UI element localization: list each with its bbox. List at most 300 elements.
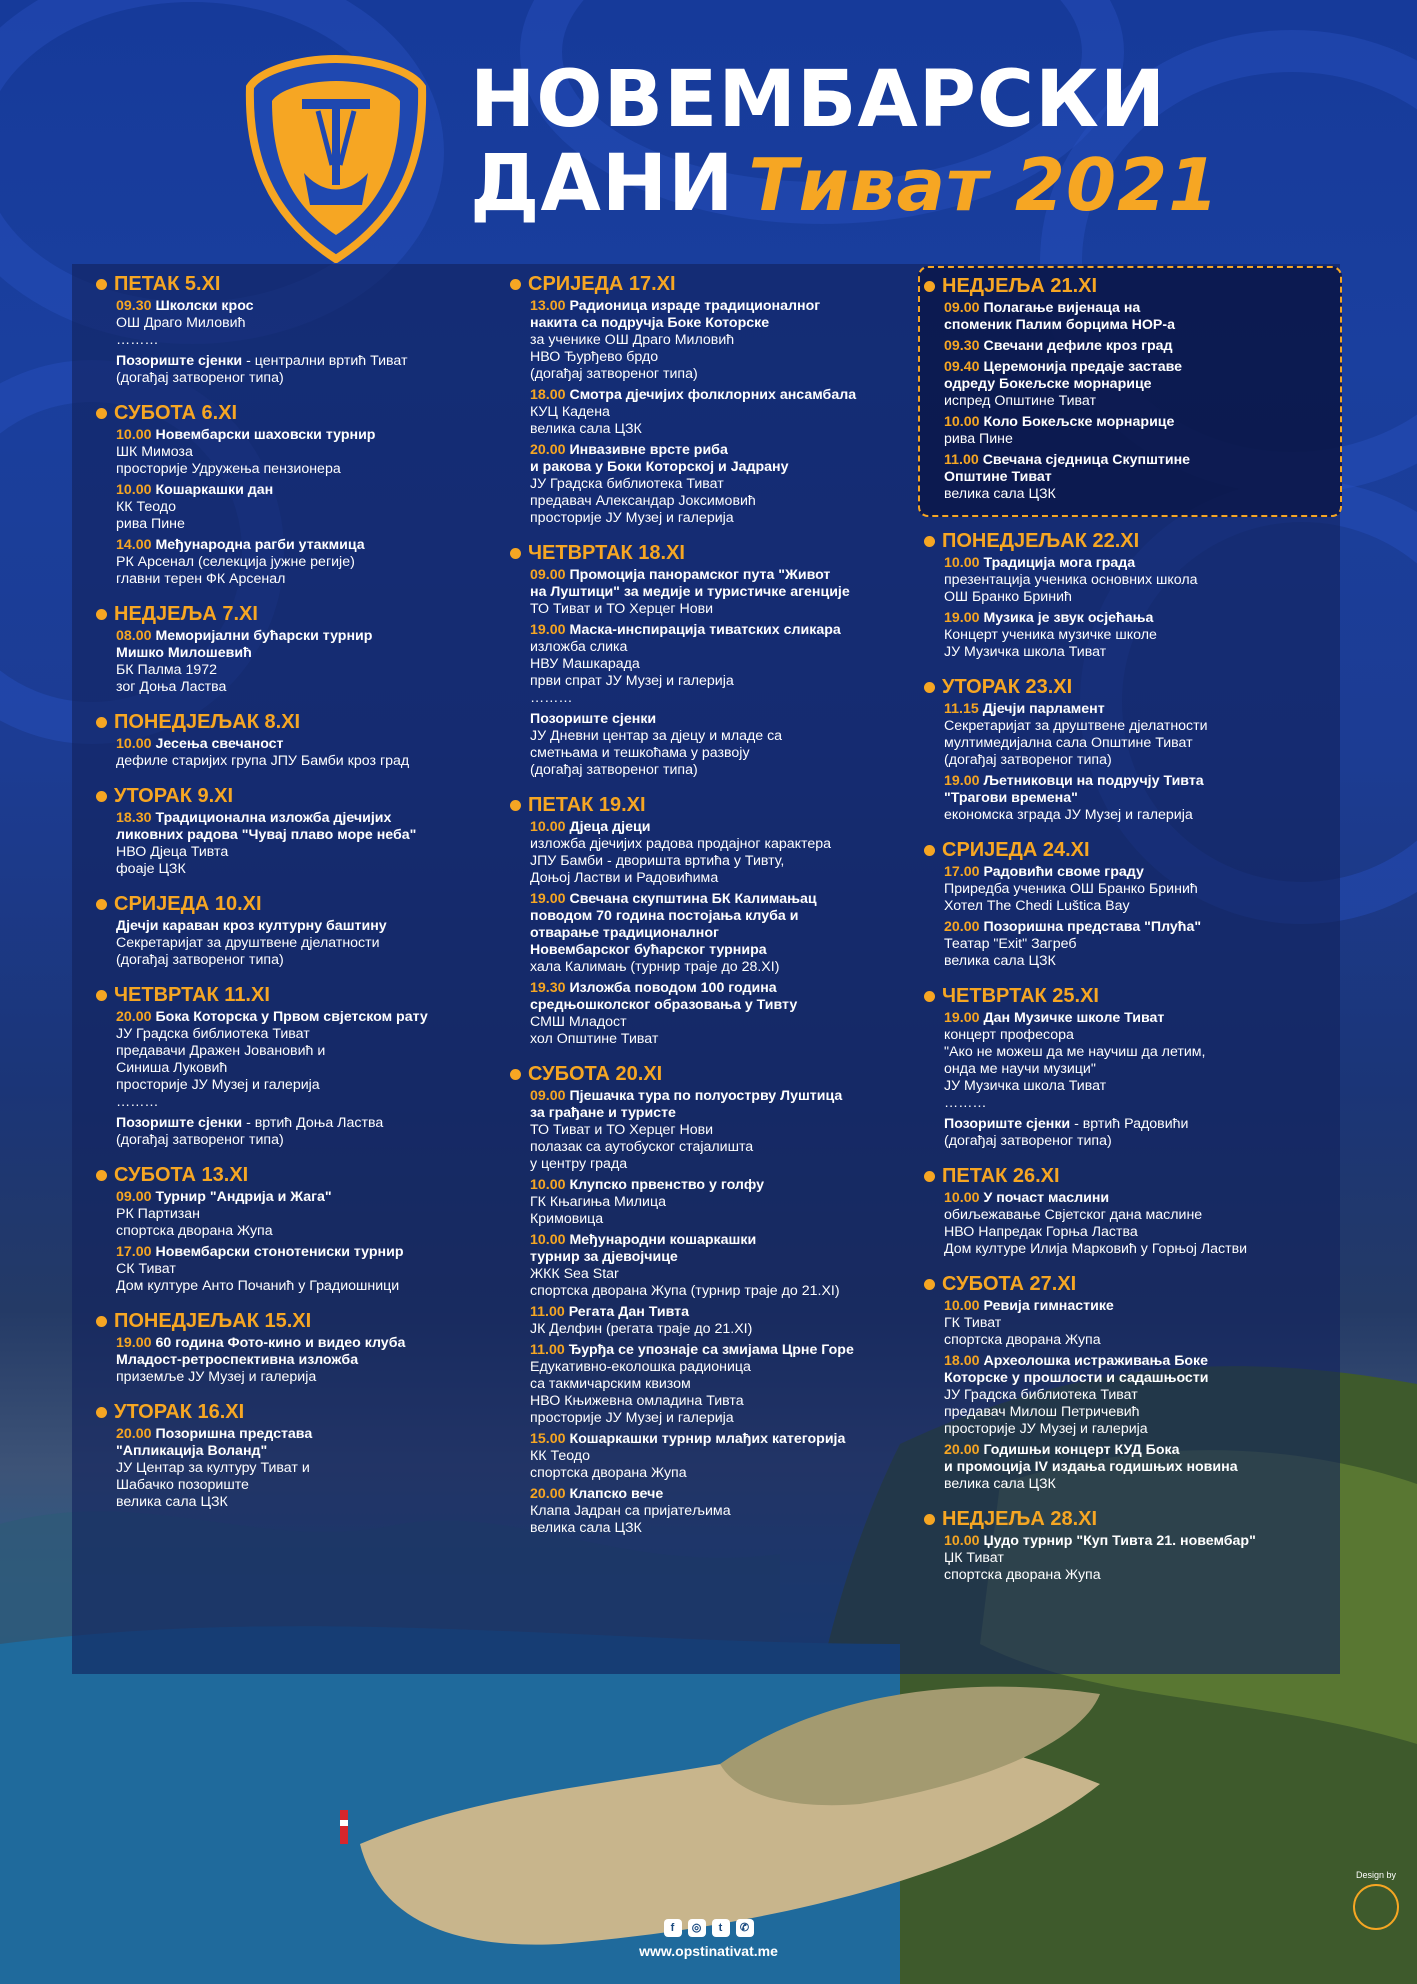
bullet-dot-icon [96, 279, 107, 290]
event-detail: (догађај затвореног типа) [944, 1133, 1112, 1149]
event-detail: ШК Мимоза [116, 444, 193, 460]
event-detail: сметњама и тешкоћама у развоју [530, 745, 750, 761]
event-detail: Концерт ученика музичке школе [944, 627, 1157, 643]
day-heading [96, 401, 506, 425]
day-heading [96, 892, 506, 916]
event-title-line [530, 567, 920, 584]
event-item [510, 980, 920, 1048]
event-title: Јесења свечаност [155, 736, 284, 752]
event-item [510, 891, 920, 976]
event-detail: изложба слика [530, 639, 628, 655]
event-title-cont: Которске у прошлости и садашњости [944, 1370, 1209, 1386]
day-block [96, 710, 506, 770]
event-detail: ЖКК Sea Star [530, 1266, 619, 1282]
event-title-line [530, 1304, 920, 1321]
event-title-line [944, 414, 1334, 431]
bullet-dot-icon [924, 281, 935, 292]
event-detail: ЏК Тиват [944, 1550, 1004, 1566]
event-detail: Шабачко позориште [116, 1477, 249, 1493]
event-title: Радовићи своме граду [983, 864, 1144, 880]
event-detail: Секретаријат за друштвене дјелатности [116, 935, 380, 951]
event-item [924, 452, 1334, 503]
design-credit [1346, 1870, 1406, 1930]
event-item [510, 1431, 920, 1482]
day-block [924, 1272, 1334, 1493]
event-title-cont: Младост-ретроспективна изложба [116, 1352, 359, 1368]
event-title: Дан Музичке школе Тиват [983, 1010, 1165, 1026]
event-time: 20.00 [116, 1009, 152, 1025]
event-title: Полагање вијенаца на [983, 300, 1141, 316]
event-item [510, 442, 920, 527]
bullet-dot-icon [510, 279, 521, 290]
event-title-cont: турнир за дјевојчице [530, 1249, 678, 1265]
event-detail: Синиша Луковић [116, 1060, 228, 1076]
event-title-line [116, 810, 506, 827]
event-title-cont: и промоција IV издања годишњих новина [944, 1459, 1238, 1475]
day-title: СРИЈЕДА 17.XI [528, 273, 676, 295]
event-item [510, 1088, 920, 1173]
day-title: НЕДЈЕЉА 7.XI [114, 603, 258, 625]
event-item [510, 711, 920, 779]
event-title: Изложба поводом 100 година [569, 980, 777, 996]
event-title: Церемонија предаје заставе [983, 359, 1183, 375]
event-detail: ГК Књагиња Милица [530, 1194, 666, 1210]
event-detail: (догађај затвореног типа) [944, 752, 1112, 768]
event-title-line [944, 338, 1334, 355]
event-item [96, 1009, 506, 1111]
event-detail: изложба дјечијих радова продајног карактера [530, 836, 832, 852]
event-detail: дефиле старијих група ЈПУ Бамби кроз град [116, 753, 410, 769]
event-title: 60 година Фото-кино и видео клуба [155, 1335, 406, 1351]
event-item [924, 610, 1334, 661]
bullet-dot-icon [924, 991, 935, 1002]
event-time: 19.30 [530, 980, 566, 996]
event-item [96, 482, 506, 533]
bullet-dot-icon [96, 1407, 107, 1418]
event-title-cont: средњошколског образовања у Тивту [530, 997, 798, 1013]
event-detail: за ученике ОШ Драго Миловић [530, 332, 735, 348]
event-time: 19.00 [944, 1010, 980, 1026]
event-title: Међународни кошаркашки [569, 1232, 757, 1248]
event-detail: (догађај затвореног типа) [530, 366, 698, 382]
event-detail: Дом културе Анто Почанић у Градиошници [116, 1278, 400, 1294]
event-detail: Секретаријат за друштвене дјелатности [944, 718, 1208, 734]
day-block [96, 401, 506, 588]
event-time: 17.00 [944, 864, 980, 880]
phone-icon[interactable]: ✆ [736, 1919, 754, 1937]
day-block [510, 1062, 920, 1537]
event-detail: Приредба ученика ОШ Бранко Бринић [944, 881, 1198, 897]
event-detail: ……… [116, 1094, 159, 1110]
event-detail: приземље ЈУ Музеј и галерија [116, 1369, 317, 1385]
day-title: СРИЈЕДА 10.XI [114, 893, 262, 915]
day-heading [924, 529, 1334, 553]
event-item [924, 1442, 1334, 1493]
event-title: Џудо турнир "Куп Тивта 21. новембар" [983, 1533, 1256, 1549]
event-title: Дјеца дјеци [569, 819, 651, 835]
event-title-cont: Општине Тиват [944, 469, 1052, 485]
event-title-line [944, 610, 1334, 627]
event-time: 19.00 [944, 610, 980, 626]
day-heading [924, 1272, 1334, 1296]
event-title-line [944, 1533, 1334, 1550]
event-detail: предавачи Дражен Јовановић и [116, 1043, 326, 1059]
event-time: 09.00 [530, 567, 566, 583]
event-title-line [944, 919, 1334, 936]
bullet-dot-icon [924, 845, 935, 856]
event-time: 09.30 [944, 338, 980, 354]
bullet-dot-icon [96, 609, 107, 620]
event-title-line [116, 298, 506, 315]
event-item [924, 1116, 1334, 1150]
event-item [924, 300, 1334, 334]
event-time: 09.40 [944, 359, 980, 375]
day-heading [96, 1163, 506, 1187]
event-item [924, 555, 1334, 606]
day-heading [924, 675, 1334, 699]
event-item [924, 864, 1334, 915]
event-detail: рива Пине [116, 516, 185, 532]
day-heading [96, 784, 506, 808]
event-detail: ЈУ Музичка школа Тиват [944, 644, 1107, 660]
event-title-line [530, 980, 920, 997]
bullet-dot-icon [924, 1279, 935, 1290]
event-detail: НВО Дјеца Тивта [116, 844, 229, 860]
event-item [96, 427, 506, 478]
bullet-dot-icon [510, 548, 521, 559]
event-detail: (догађај затвореног типа) [116, 370, 284, 386]
event-detail: (догађај затвореног типа) [530, 762, 698, 778]
event-title-rest: - вртић Радовићи [1070, 1116, 1189, 1132]
event-detail: РК Арсенал (селекција јужне регије) [116, 554, 355, 570]
twitter-icon[interactable]: t [712, 1919, 730, 1937]
event-title-line [530, 819, 920, 836]
event-detail: (догађај затвореног типа) [116, 952, 284, 968]
event-detail: ЈУ Градска библиотека Тиват [530, 476, 724, 492]
day-heading [924, 984, 1334, 1008]
event-detail: ЈК Делфин (регата траје до 21.XI) [530, 1321, 753, 1337]
event-item [96, 1189, 506, 1240]
event-item [510, 622, 920, 707]
event-detail: велика сала ЦЗК [944, 1476, 1056, 1492]
event-title: Промоција панорамског пута "Живот [569, 567, 831, 583]
instagram-icon[interactable]: ◎ [688, 1919, 706, 1937]
event-title-cont: споменик Палим борцима НОР-а [944, 317, 1175, 333]
event-item [96, 1426, 506, 1511]
website-link[interactable]: www.opstinativat.me [639, 1943, 778, 1959]
event-detail: предавач Александар Јоксимовић [530, 493, 756, 509]
event-item [924, 773, 1334, 824]
day-block [924, 838, 1334, 970]
event-item [924, 1533, 1334, 1584]
day-heading [96, 710, 506, 734]
bullet-dot-icon [924, 1171, 935, 1182]
event-detail: спортска дворана Жупа [944, 1332, 1101, 1348]
event-title: Радионица израде традиционалног [569, 298, 821, 314]
day-block [96, 1400, 506, 1511]
event-detail: НВО Ђурђево брдо [530, 349, 659, 365]
day-title: НЕДЈЕЉА 28.XI [942, 1508, 1098, 1530]
day-block [510, 793, 920, 1048]
day-heading [510, 272, 920, 296]
day-title: СУБОТА 27.XI [942, 1273, 1077, 1295]
event-item [924, 701, 1334, 769]
title-line-1: НОВЕМБАРСКИ [470, 55, 1167, 145]
bullet-dot-icon [924, 536, 935, 547]
event-title: Школски крос [155, 298, 254, 314]
event-detail: КК Теодо [116, 499, 176, 515]
day-heading [510, 541, 920, 565]
event-title-cont: "Апликација Воланд" [116, 1443, 268, 1459]
bullet-dot-icon [96, 990, 107, 1001]
event-time: 09.00 [530, 1088, 566, 1104]
event-title-line [530, 622, 920, 639]
event-detail: НВО Напредак Горња Ластва [944, 1224, 1138, 1240]
day-title: НЕДЈЕЉА 21.XI [942, 275, 1098, 297]
event-title: Новембарски стонотениски турнир [155, 1244, 404, 1260]
bullet-dot-icon [96, 717, 107, 728]
event-item [924, 359, 1334, 410]
title-dani: ДАНИ [470, 139, 735, 229]
event-item [510, 1342, 920, 1427]
event-title-line [116, 1335, 506, 1352]
event-title: Позориште сјенки [530, 711, 657, 727]
event-item [924, 919, 1334, 970]
event-detail: спортска дворана Жупа (турнир траје до 21.XI) [530, 1283, 840, 1299]
event-time: 11.00 [530, 1342, 565, 1358]
event-time: 10.00 [530, 1177, 566, 1193]
event-title: Свечани дефиле кроз град [983, 338, 1173, 354]
event-title-line [530, 1342, 920, 1359]
event-time: 10.00 [944, 414, 980, 430]
event-title-line [944, 359, 1334, 376]
event-detail: ЈПУ Бамби - дворишта вртића у Тивту, [530, 853, 785, 869]
event-detail: Едукативно-еколошка радионица [530, 1359, 751, 1375]
event-time: 10.00 [944, 1298, 980, 1314]
event-detail: РК Партизан [116, 1206, 200, 1222]
event-detail: хала Калимањ (турнир траје до 28.XI) [530, 959, 780, 975]
event-title-line [530, 442, 920, 459]
event-title: Позориште сјенки [944, 1116, 1071, 1132]
day-block [96, 602, 506, 696]
event-title-cont: накита са подручја Боке Которске [530, 315, 770, 331]
bullet-dot-icon [96, 899, 107, 910]
event-title: Свечана сједница Скупштине [982, 452, 1191, 468]
day-block [924, 675, 1334, 824]
day-heading [924, 838, 1334, 862]
event-title-line [116, 482, 506, 499]
bullet-dot-icon [510, 800, 521, 811]
day-title: СУБОТА 20.XI [528, 1063, 663, 1085]
event-detail: спортска дворана Жупа [944, 1567, 1101, 1583]
event-time: 15.00 [530, 1431, 566, 1447]
event-detail: испред Општине Тиват [944, 393, 1097, 409]
event-time: 14.00 [116, 537, 152, 553]
event-time: 18.00 [944, 1353, 980, 1369]
day-title: УТОРАК 16.XI [114, 1401, 245, 1423]
event-detail: Клапа Јадран са пријатељима [530, 1503, 731, 1519]
day-block [96, 892, 506, 969]
event-detail: БК Палма 1972 [116, 662, 218, 678]
event-time: 11.15 [944, 701, 979, 717]
event-detail: фоаје ЦЗК [116, 861, 186, 877]
event-title: Клапско вече [569, 1486, 664, 1502]
program-column-2 [510, 272, 920, 1551]
social-icons [0, 1918, 1417, 1937]
event-detail: ТО Тиват и ТО Херцег Нови [530, 1122, 714, 1138]
event-title-line [944, 773, 1334, 790]
event-title: Новембарски шаховски турнир [155, 427, 376, 443]
event-detail: први спрат ЈУ Музеј и галерија [530, 673, 734, 689]
event-item [510, 1177, 920, 1228]
event-title-rest: - вртић Доња Ластва [242, 1115, 384, 1131]
event-time: 08.00 [116, 628, 152, 644]
design-logo-icon [1353, 1884, 1399, 1930]
event-detail: велика сала ЦЗК [530, 421, 642, 437]
event-item [924, 1010, 1334, 1112]
day-title: СУБОТА 6.XI [114, 402, 238, 424]
event-detail: ЈУ Музичка школа Тиват [944, 1078, 1107, 1094]
day-block [510, 272, 920, 527]
event-title-line [530, 1177, 920, 1194]
event-time: 10.00 [116, 482, 152, 498]
event-title-line [116, 1426, 506, 1443]
event-title-line [944, 701, 1334, 718]
event-detail: велика сала ЦЗК [116, 1494, 228, 1510]
event-title-cont: "Трагови времена" [944, 790, 1078, 806]
event-item [924, 338, 1334, 355]
event-detail: ЈУ Дневни центар за дјецу и младе са [530, 728, 783, 744]
event-title-line [116, 1115, 506, 1132]
event-item [96, 1115, 506, 1149]
event-title: Љетниковци на подручју Тивта [983, 773, 1204, 789]
day-block [924, 1507, 1334, 1584]
day-title: ПЕТАК 5.XI [114, 273, 221, 295]
event-detail: Кримовица [530, 1211, 604, 1227]
event-title-line [116, 736, 506, 753]
day-title: ПЕТАК 26.XI [942, 1165, 1060, 1187]
event-detail: ……… [116, 332, 159, 348]
day-block [96, 983, 506, 1149]
day-title: ПОНЕДЈЕЉАК 22.XI [942, 530, 1140, 552]
event-time: 10.00 [944, 1190, 980, 1206]
day-block [924, 1164, 1334, 1258]
event-title-line [116, 1244, 506, 1261]
bullet-dot-icon [924, 682, 935, 693]
event-time: 20.00 [530, 442, 566, 458]
event-time: 20.00 [116, 1426, 152, 1442]
event-title-line [530, 298, 920, 315]
event-title: Инвазивне врсте риба [569, 442, 728, 458]
event-item [96, 918, 506, 969]
event-title: Позоришна представа "Плућа" [983, 919, 1202, 935]
event-detail: Театар "Exit" Загреб [944, 936, 1077, 952]
bullet-dot-icon [96, 1170, 107, 1181]
event-detail: ЈУ Центар за културу Тиват и [116, 1460, 310, 1476]
day-title: ПОНЕДЈЕЉАК 15.XI [114, 1310, 312, 1332]
title-line-2 [470, 139, 1220, 229]
event-detail: у центру града [530, 1156, 628, 1172]
event-detail: онда ме научи музици" [944, 1061, 1096, 1077]
event-detail: са такмичарским квизом [530, 1376, 691, 1392]
event-detail: рива Пине [944, 431, 1013, 447]
event-detail: економска зграда ЈУ Музеј и галерија [944, 807, 1193, 823]
tivat-coat-of-arms-icon [244, 55, 428, 263]
day-heading [96, 1309, 506, 1333]
event-time: 10.00 [116, 427, 152, 443]
event-time: 20.00 [944, 1442, 980, 1458]
event-detail: просторије ЈУ Музеј и галерија [116, 1077, 320, 1093]
event-detail: ……… [944, 1095, 987, 1111]
event-title: Кошаркашки дан [155, 482, 274, 498]
event-item [924, 1298, 1334, 1349]
event-title: Меморијални бућарски турнир [155, 628, 373, 644]
facebook-icon[interactable]: f [664, 1919, 682, 1937]
event-time: 10.00 [116, 736, 152, 752]
event-detail: ОШ Драго Миловић [116, 315, 246, 331]
event-title-cont: поводом 70 година постојања клуба и [530, 908, 799, 924]
event-title-line [116, 427, 506, 444]
event-title-line [116, 1009, 506, 1026]
event-time: 19.00 [530, 891, 566, 907]
event-time: 10.00 [944, 1533, 980, 1549]
day-block [96, 272, 506, 387]
event-title: Кошаркашки турнир млађих категорија [569, 1431, 846, 1447]
event-title-line [530, 1486, 920, 1503]
event-detail: ЈУ Градска библиотека Тиват [116, 1026, 310, 1042]
event-time: 20.00 [530, 1486, 566, 1502]
bullet-dot-icon [96, 791, 107, 802]
event-title: У почаст маслини [983, 1190, 1110, 1206]
event-title: Музика је звук осјећања [983, 610, 1154, 626]
event-title: Традиција мога града [983, 555, 1136, 571]
event-title: Позоришна представа [155, 1426, 313, 1442]
event-title: Турнир "Андрија и Жага" [155, 1189, 332, 1205]
event-detail: просторије ЈУ Музеј и галерија [530, 510, 734, 526]
event-detail: концерт професора [944, 1027, 1074, 1043]
event-detail: полазак са аутобуског стајалишта [530, 1139, 754, 1155]
event-detail: СМШ Младост [530, 1014, 627, 1030]
event-title-line [116, 353, 506, 370]
event-title-cont: ликовних радова "Чувај плаво море неба" [116, 827, 417, 843]
event-detail: просторије ЈУ Музеј и галерија [944, 1421, 1148, 1437]
event-title-line [116, 1189, 506, 1206]
footer [0, 1918, 1417, 1959]
event-detail: презентација ученика основних школа [944, 572, 1198, 588]
event-title-line [530, 387, 920, 404]
poster-title [470, 55, 1220, 229]
event-title: Археолошка истраживања Боке [983, 1353, 1209, 1369]
day-block [510, 541, 920, 779]
event-title-line [944, 1298, 1334, 1315]
event-title: Свечана скупштина БК Калимањац [569, 891, 817, 907]
event-title: Смотра дјечијих фолклорних ансамбала [569, 387, 857, 403]
event-title-rest: - централни вртић Тиват [242, 353, 408, 369]
event-item [510, 1304, 920, 1338]
event-title: Позориште сјенки [116, 1115, 243, 1131]
event-detail: Дом културе Илија Марковић у Горњој Ластви [944, 1241, 1248, 1257]
event-title-cont: отварање традиционалног [530, 925, 719, 941]
event-title-line [530, 891, 920, 908]
program-column-3 [924, 272, 1334, 1598]
event-title: Позориште сјенки [116, 353, 243, 369]
day-heading [96, 602, 506, 626]
event-time: 17.00 [116, 1244, 152, 1260]
event-time: 10.00 [944, 555, 980, 571]
event-item [924, 1353, 1334, 1438]
day-title: ПОНЕДЈЕЉАК 8.XI [114, 711, 301, 733]
event-title-cont: и ракова у Боки Которској и Јадрану [530, 459, 789, 475]
